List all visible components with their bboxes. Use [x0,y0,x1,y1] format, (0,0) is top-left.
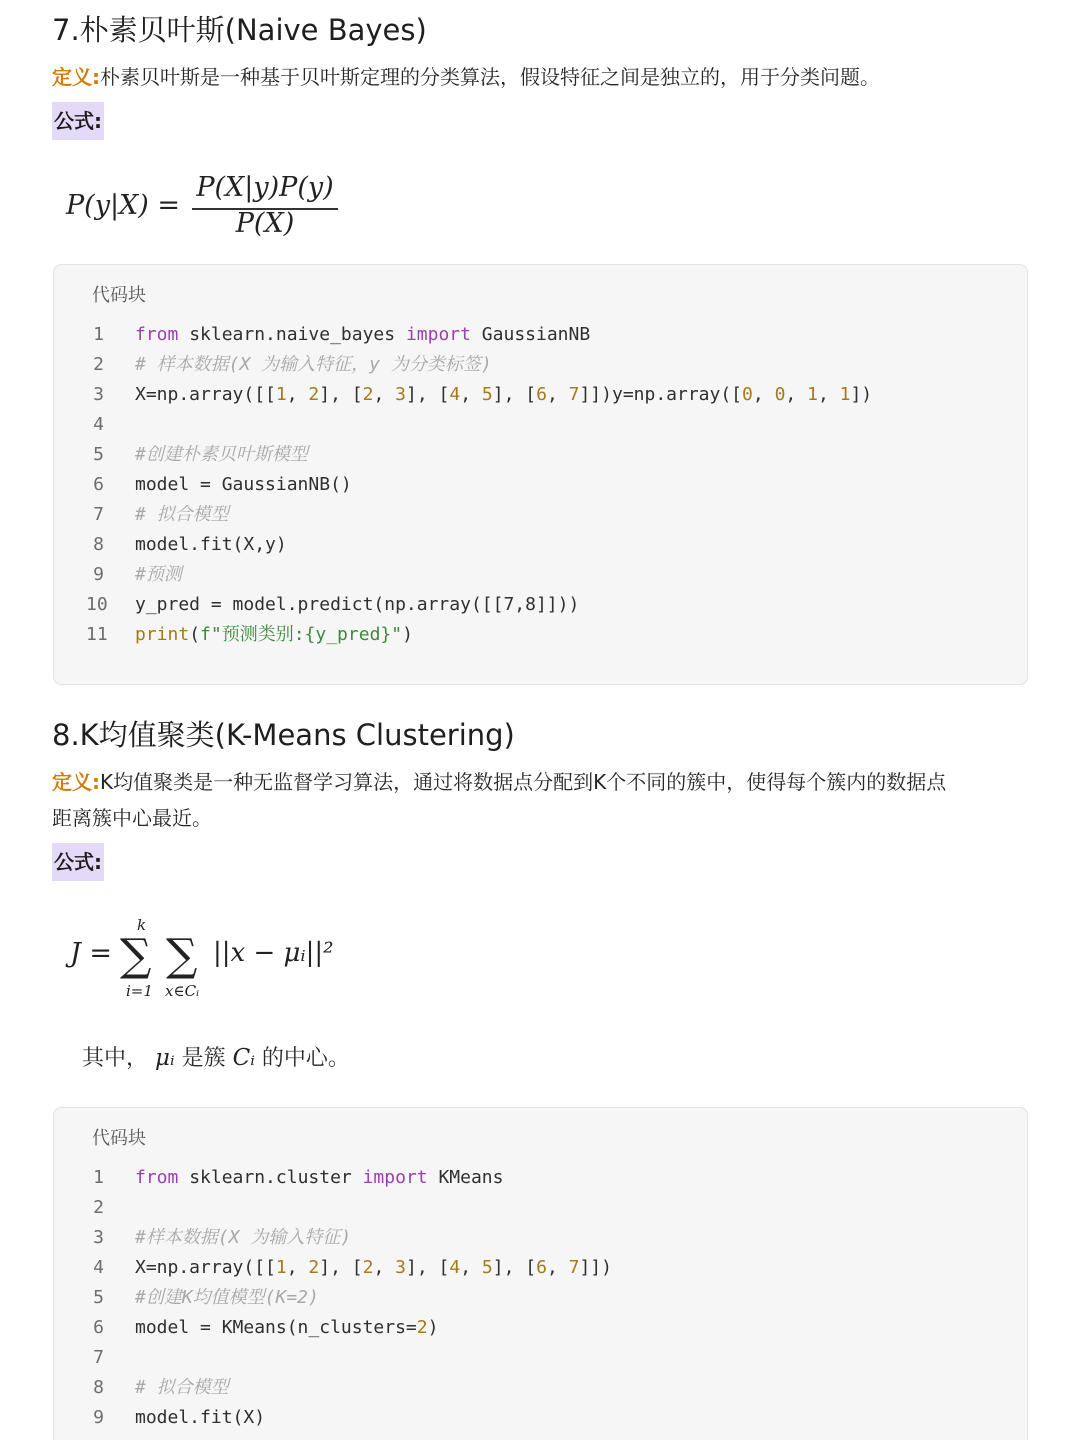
code-token: , [546,1257,569,1278]
code-token: import [362,1167,428,1188]
line-number: 4 [93,414,104,435]
code-token: 2 [416,1317,428,1338]
code-block-naive-bayes [53,264,1028,685]
code-text [135,440,308,470]
definition-text: K均值聚类是一种无监督学习算法，通过将数据点分配到K个不同的簇中，使得每个簇内的数据点 [100,770,947,794]
sum-lower-limit-1: i=1 [126,982,153,1000]
code-token: , [286,1257,309,1278]
code-text [135,1373,229,1403]
code-block-title: 代码块 [92,1128,146,1149]
code-text [135,350,492,380]
code-token: # 拟合模型 [135,504,229,525]
code-token: 7 [568,1257,580,1278]
code-text [135,1283,319,1313]
line-number: 9 [93,1407,104,1428]
section7-definition [52,61,880,90]
code-token: 4 [449,1257,461,1278]
code-token: #创建K均值模型(K=2) [135,1287,319,1308]
code-token: X=np.array([[ [135,1257,276,1278]
code-text [135,380,872,410]
note-c: Cᵢ [232,1045,255,1071]
code-token: ) [427,1317,439,1338]
code-token: 0 [774,384,786,405]
note-mu: μᵢ [155,1045,175,1071]
sum-sign-1: ∑ [120,930,152,981]
code-text [135,320,590,350]
code-block-title: 代码块 [92,285,146,306]
code-token: ]]) [579,1257,612,1278]
code-token: print [135,624,190,645]
code-token: 1 [275,1257,287,1278]
sum-sign-2: ∑ [166,930,198,981]
code-token: # 拟合模型 [135,1377,229,1398]
code-token: 2 [308,384,320,405]
section8-definition-line1 [52,766,946,795]
kmeans-formula-lhs: J = [70,938,113,969]
line-number: 8 [93,534,104,555]
bayes-formula-denominator: P(X) [235,208,295,239]
code-token: , [286,384,309,405]
code-token: sklearn.naive_bayes [178,324,406,345]
code-token: from [135,1167,179,1188]
code-token: from [135,324,179,345]
kmeans-formula-body: ||x − μᵢ||² [213,938,334,968]
line-number: 1 [93,1167,104,1188]
line-number: 3 [93,384,104,405]
section8-definition-line2: 距离簇中心最近。 [52,806,212,830]
code-token: , [546,384,569,405]
code-token: ], [ [492,384,537,405]
section7-formula-label: 公式: [52,102,104,140]
line-number: 8 [93,1377,104,1398]
section8-formula-label: 公式: [52,843,104,881]
code-token: sklearn.cluster [178,1167,363,1188]
definition-text: 朴素贝叶斯是一种基于贝叶斯定理的分类算法，假设特征之间是独立的，用于分类问题。 [100,65,880,89]
code-token: 1 [839,384,851,405]
code-token: ], [ [406,384,450,405]
code-token: #预测 [135,564,182,585]
code-token: , [373,384,396,405]
code-token: y_pred = model.predict(np.array([[7,8]])) [135,594,580,615]
code-text [135,470,352,500]
definition-label: 定义: [52,65,100,89]
code-text [135,620,413,650]
kmeans-note [82,1041,350,1072]
code-token: 1 [807,384,818,405]
code-token: X=np.array([[ [135,384,276,405]
code-token: ]) [850,384,873,405]
code-token: model = GaussianNB() [135,474,352,495]
code-token: 2 [308,1257,320,1278]
code-token: ], [ [319,384,363,405]
code-text [135,1223,351,1253]
line-number: 5 [93,444,104,465]
code-text [135,1313,438,1343]
code-block-kmeans [53,1107,1028,1440]
line-number: 10 [86,594,108,615]
line-number: 6 [93,1317,104,1338]
code-token: 6 [536,384,547,405]
code-text [135,1163,503,1193]
code-token: , [752,384,775,405]
bayes-formula-lhs: P(y|X) = [66,190,181,221]
code-token: ( [189,624,201,645]
code-token: 2 [362,1257,374,1278]
code-token: 4 [449,384,461,405]
line-number: 7 [93,1347,104,1368]
code-token: , [373,1257,396,1278]
code-text [135,590,579,620]
code-token: 6 [536,1257,547,1278]
code-token: model = KMeans(n_clusters= [135,1317,417,1338]
code-token: ], [ [406,1257,450,1278]
code-token: #创建朴素贝叶斯模型 [135,444,308,465]
line-number: 2 [93,1197,104,1218]
line-number: 4 [93,1257,104,1278]
section8-heading: 8.K均值聚类(K-Means Clustering) [52,718,515,752]
code-token: , [785,384,808,405]
code-token: 2 [362,384,374,405]
code-token: model.fit(X,y) [135,534,287,555]
code-token: ], [ [492,1257,537,1278]
definition-label: 定义: [52,770,100,794]
line-number: 5 [93,1287,104,1308]
code-token: ], [ [319,1257,363,1278]
code-token: 5 [481,1257,493,1278]
note-prefix: 其中， [82,1046,149,1071]
code-token: 3 [395,384,406,405]
bayes-formula-numerator: P(X|y)P(y) [196,172,334,203]
line-number: 6 [93,474,104,495]
code-token: 5 [481,384,493,405]
code-text [135,500,229,530]
code-token: 1 [275,384,287,405]
note-suffix: 的中心。 [261,1046,350,1071]
code-token: 3 [395,1257,406,1278]
code-token: 7 [568,384,580,405]
code-token: , [817,384,840,405]
code-token: f"预测类别:{y_pred}" [200,624,403,645]
code-token: 0 [742,384,753,405]
code-text [135,1403,265,1433]
line-number: 11 [86,624,108,645]
code-token: , [460,1257,482,1278]
line-number: 2 [93,354,104,375]
line-number: 9 [93,564,104,585]
code-token: #样本数据(X 为输入特征) [135,1227,352,1248]
code-text [135,560,182,590]
line-number: 1 [93,324,104,345]
sum-lower-limit-2: x∈Cᵢ [165,982,200,1000]
sum-upper-limit: k [137,916,147,934]
line-number: 3 [93,1227,104,1248]
code-token: GaussianNB [470,324,591,345]
code-token: # 样本数据(X 为输入特征，y 为分类标签) [135,354,492,375]
note-mid: 是簇 [181,1046,226,1071]
line-number: 7 [93,504,104,525]
code-token: , [460,384,482,405]
code-token: model.fit(X) [135,1407,266,1428]
code-token: ]])y=np.array([ [579,384,743,405]
section7-heading: 7.朴素贝叶斯(Naive Bayes) [52,13,427,47]
code-token: KMeans [427,1167,504,1188]
code-text [135,530,287,560]
code-text [135,1253,612,1283]
code-token: import [405,324,471,345]
code-token: ) [402,624,413,645]
